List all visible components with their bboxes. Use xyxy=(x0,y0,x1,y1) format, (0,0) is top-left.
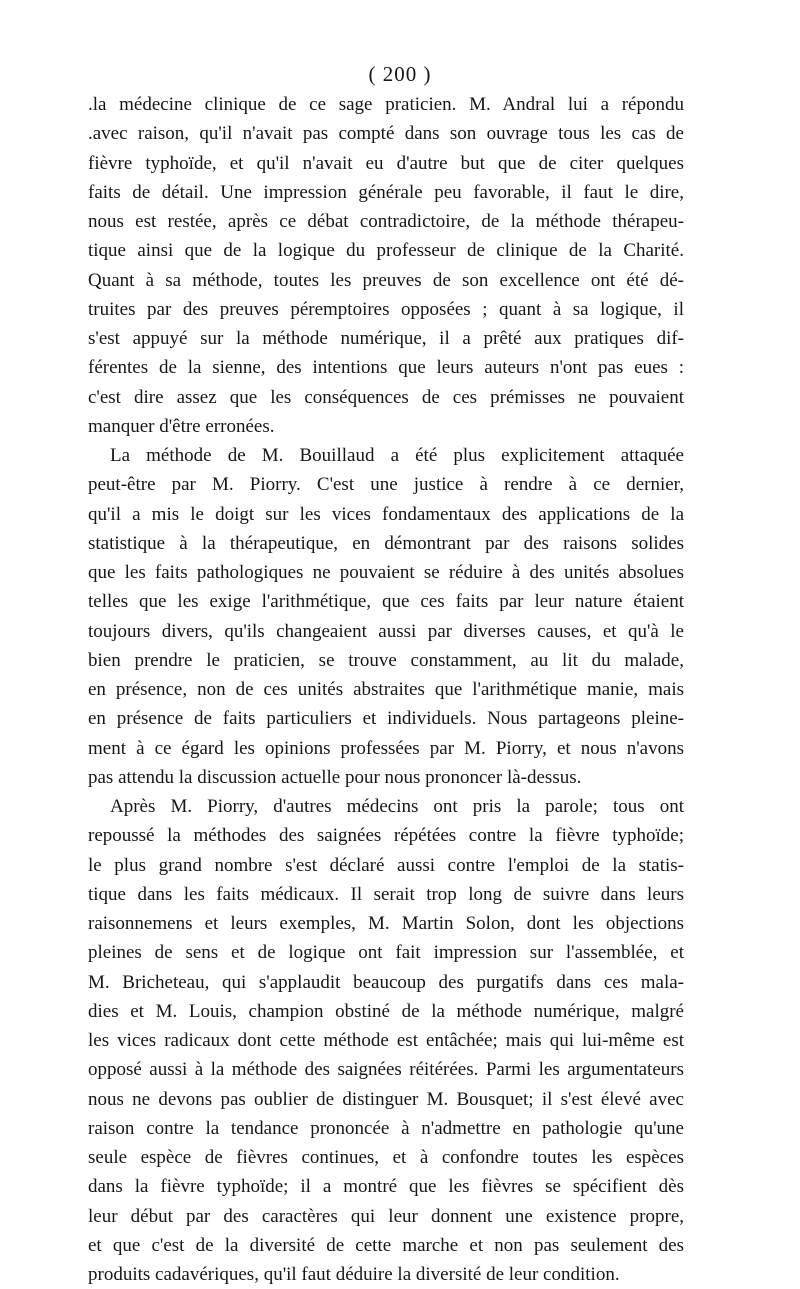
text-line: Après M. Piorry, d'autres médecins ont pris la parole; tous ont xyxy=(110,796,684,817)
text-line: tique dans les faits médicaux. Il serait trop long de suivre dans leurs xyxy=(88,883,684,905)
text-line: La méthode de M. Bouillaud a été plus explicitement attaquée xyxy=(110,445,684,466)
text-line: toujours divers, qu'ils changeaient aussi par diverses causes, et qu'à le xyxy=(88,620,684,642)
text-line: ment à ce égard les opinions professées par M. Piorry, et nous n'avons xyxy=(88,737,684,759)
page-number: ( 200 ) xyxy=(368,62,432,86)
text-line: nous ne devons pas oublier de distinguer M. Bousquet; il s'est élevé avec xyxy=(88,1088,684,1110)
text-line: fièvre typhoïde, et qu'il n'avait eu d'autre but que de citer quelques xyxy=(88,152,684,174)
text-line: pleines de sens et de logique ont fait impression sur l'assemblée, et xyxy=(88,942,684,964)
text-line: dies et M. Louis, champion obstiné de la méthode numérique, malgré xyxy=(88,1000,684,1022)
text-line: nous est restée, après ce débat contradictoire, de la méthode thérapeu- xyxy=(88,211,684,232)
text-line: telles que les exige l'arithmétique, que ces faits par leur nature étaient xyxy=(88,591,684,613)
text-line: .avec raison, qu'il n'avait pas compté dans son ouvrage tous les cas de xyxy=(88,123,684,145)
text-line: peut-être par M. Piorry. C'est une justice à rendre à ce dernier, xyxy=(88,474,684,496)
text-line: en présence de faits particuliers et individuels. Nous partageons pleine- xyxy=(88,708,684,730)
text-line: bien prendre le praticien, se trouve constamment, au lit du malade, xyxy=(88,649,684,671)
text-line: que les faits pathologiques ne pouvaient se réduire à des unités absolues xyxy=(88,562,684,583)
text-line: pas attendu la discussion actuelle pour nous prononcer là-dessus. xyxy=(88,766,582,788)
text-line: M. Bricheteau, qui s'applaudit beaucoup des purgatifs dans ces mala- xyxy=(88,971,684,993)
paragraph xyxy=(88,90,684,441)
text-line: les vices radicaux dont cette méthode est entâchée; mais qui lui-même est xyxy=(88,1030,684,1051)
text-line: c'est dire assez que les conséquences de ces prémisses ne pouvaient xyxy=(88,386,684,408)
text-line: repoussé la méthodes des saignées répétées contre la fièvre typhoïde; xyxy=(88,825,684,847)
text-line: opposé aussi à la méthode des saignées réitérées. Parmi les argumentateurs xyxy=(88,1059,684,1081)
text-line: leur début par des caractères qui leur donnent une existence propre, xyxy=(88,1205,684,1227)
paragraph xyxy=(88,792,684,1289)
text-line: et que c'est de la diversité de cette marche et non pas seulement des xyxy=(88,1234,684,1256)
text-line: produits cadavériques, qu'il faut déduire la diversité de leur condition. xyxy=(88,1264,620,1285)
text-line: manquer d'être erronées. xyxy=(88,415,275,437)
text-line: en présence, non de ces unités abstraites que l'arithmétique manie, mais xyxy=(88,679,684,700)
text-line: le plus grand nombre s'est déclaré aussi contre l'emploi de la statis- xyxy=(88,854,684,876)
text-line: truites par des preuves péremptoires opposées ; quant à sa logique, il xyxy=(88,298,684,320)
text-line: faits de détail. Une impression générale peu favorable, il faut le dire, xyxy=(88,181,684,203)
text-line: tique ainsi que de la logique du professeur de clinique de la Charité. xyxy=(88,240,684,262)
text-line: dans la fièvre typhoïde; il a montré que les fièvres se spécifient dès xyxy=(88,1176,684,1198)
text-line: raisonnemens et leurs exemples, M. Martin Solon, dont les objections xyxy=(88,913,684,934)
text-line: statistique à la thérapeutique, en démontrant par des raisons solides xyxy=(88,532,684,554)
text-line: raison contre la tendance prononcée à n'admettre en pathologie qu'une xyxy=(88,1117,684,1139)
paragraph xyxy=(88,441,684,792)
text-line: s'est appuyé sur la méthode numérique, il a prêté aux pratiques dif- xyxy=(88,328,684,349)
text-line: seule espèce de fièvres continues, et à confondre toutes les espèces xyxy=(88,1147,684,1168)
text-line: Quant à sa méthode, toutes les preuves de son excellence ont été dé- xyxy=(88,269,684,291)
text-line: .la médecine clinique de ce sage praticien. M. Andral lui a répondu xyxy=(88,94,684,115)
text-line: qu'il a mis le doigt sur les vices fondamentaux des applications de la xyxy=(88,503,684,525)
body-text xyxy=(88,90,684,1289)
text-line: férentes de la sienne, des intentions que leurs auteurs n'ont pas eues : xyxy=(88,357,684,379)
